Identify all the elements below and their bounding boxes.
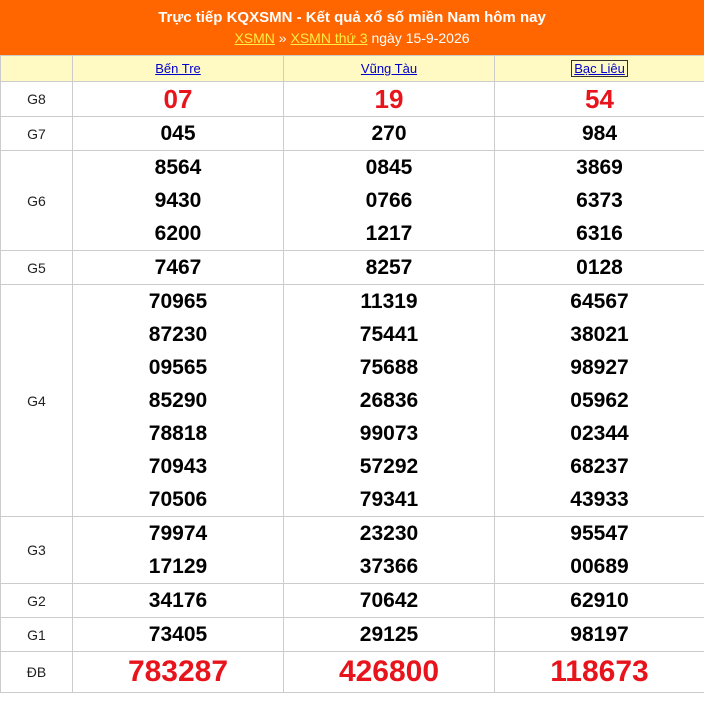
prize-label: G6 xyxy=(1,151,73,251)
prize-cell xyxy=(73,285,284,517)
results-table xyxy=(0,55,704,693)
breadcrumb xyxy=(0,29,704,47)
prize-row xyxy=(1,517,704,584)
province-header xyxy=(284,56,495,82)
prize-row xyxy=(1,584,704,618)
province-link-vung-tau[interactable]: Vũng Tàu xyxy=(360,61,418,76)
breadcrumb-separator: » xyxy=(274,30,291,46)
prize-number: 6200 xyxy=(154,222,202,245)
prize-row xyxy=(1,117,704,151)
prize-cell xyxy=(73,251,284,285)
prize-number: 7467 xyxy=(154,256,202,279)
prize-row xyxy=(1,652,704,693)
prize-number: 78818 xyxy=(148,422,208,445)
prize-number: 37366 xyxy=(359,555,419,578)
prize-number: 3869 xyxy=(576,156,623,179)
prize-number: 984 xyxy=(581,122,618,145)
prize-number: 43933 xyxy=(570,488,629,511)
prize-cell xyxy=(73,517,284,584)
prize-number: 270 xyxy=(371,122,407,145)
prize-cell xyxy=(495,285,704,517)
prize-number: 54 xyxy=(585,84,614,114)
prize-label: G4 xyxy=(1,285,73,517)
prize-number: 70506 xyxy=(148,488,208,511)
prize-label: G3 xyxy=(1,517,73,584)
prize-cell xyxy=(284,117,495,151)
prize-cell xyxy=(73,151,284,251)
prize-cell xyxy=(495,517,704,584)
prize-label: G8 xyxy=(1,82,73,117)
prize-number: 75441 xyxy=(359,323,419,346)
prize-number: 68237 xyxy=(570,455,629,478)
prize-number: 62910 xyxy=(570,589,629,612)
prize-number: 118673 xyxy=(550,655,649,688)
prize-cell xyxy=(284,517,495,584)
prize-number: 23230 xyxy=(359,522,419,545)
province-link-ben-tre[interactable]: Bến Tre xyxy=(155,61,201,76)
prize-number: 70943 xyxy=(148,455,208,478)
prize-cell xyxy=(73,82,284,117)
prize-cell xyxy=(73,584,284,618)
prize-number: 85290 xyxy=(148,389,208,412)
prize-cell xyxy=(284,584,495,618)
prize-label: G2 xyxy=(1,584,73,618)
breadcrumb-link-xsmn-thu-3[interactable]: XSMN thứ 3 xyxy=(290,30,368,46)
breadcrumb-link-xsmn[interactable]: XSMN xyxy=(234,30,275,46)
prize-number: 75688 xyxy=(359,356,419,379)
province-header xyxy=(495,56,704,82)
prize-cell xyxy=(73,618,284,652)
prize-number: 783287 xyxy=(127,655,229,688)
prize-number: 95547 xyxy=(570,522,629,545)
prize-number: 11319 xyxy=(360,290,418,313)
prize-label: G7 xyxy=(1,117,73,151)
results-body xyxy=(1,82,704,693)
prize-number: 0766 xyxy=(365,189,413,212)
prize-number: 79974 xyxy=(148,522,208,545)
prize-cell xyxy=(495,584,704,618)
prize-number: 19 xyxy=(374,84,404,114)
prize-number: 1217 xyxy=(365,222,413,245)
prize-number: 73405 xyxy=(148,623,208,646)
prize-number: 6316 xyxy=(576,222,623,245)
prize-number: 70965 xyxy=(148,290,208,313)
prize-label: G5 xyxy=(1,251,73,285)
province-header xyxy=(73,56,284,82)
province-header-row xyxy=(1,56,704,82)
page-title: Trực tiếp KQXSMN - Kết quả xổ số miền Nam hôm nay xyxy=(158,9,546,26)
prize-number: 00689 xyxy=(570,555,629,578)
prize-number: 79341 xyxy=(359,488,419,511)
prize-cell xyxy=(284,251,495,285)
prize-row xyxy=(1,251,704,285)
prize-number: 8257 xyxy=(365,256,413,279)
prize-label: G1 xyxy=(1,618,73,652)
prize-cell xyxy=(495,618,704,652)
prize-number: 98927 xyxy=(570,356,629,379)
prize-number: 38021 xyxy=(570,323,629,346)
prize-number: 98197 xyxy=(570,623,629,646)
prize-number: 99073 xyxy=(359,422,419,445)
prize-cell xyxy=(495,82,704,117)
prize-number: 426800 xyxy=(338,655,440,688)
prize-number: 045 xyxy=(160,122,196,145)
prize-number: 57292 xyxy=(359,455,419,478)
prize-cell xyxy=(284,618,495,652)
prize-number: 34176 xyxy=(148,589,208,612)
prize-label: ĐB xyxy=(1,652,73,693)
prize-cell xyxy=(495,151,704,251)
prize-number: 05962 xyxy=(570,389,629,412)
prize-cell xyxy=(495,652,704,693)
prize-row xyxy=(1,151,704,251)
prize-number: 09565 xyxy=(148,356,208,379)
prize-cell xyxy=(73,117,284,151)
prize-row xyxy=(1,285,704,517)
prize-number: 29125 xyxy=(359,623,419,646)
prize-number: 17129 xyxy=(148,555,208,578)
prize-cell xyxy=(284,151,495,251)
results-header xyxy=(0,0,704,55)
prize-number: 0845 xyxy=(365,156,413,179)
prize-cell xyxy=(284,285,495,517)
prize-cell xyxy=(495,117,704,151)
prize-number: 70642 xyxy=(359,589,419,612)
prize-cell xyxy=(73,652,284,693)
province-link-bac-lieu[interactable]: Bạc Liêu xyxy=(571,60,628,77)
prize-cell xyxy=(284,82,495,117)
prize-number: 6373 xyxy=(576,189,623,212)
prize-number: 0128 xyxy=(576,256,623,279)
prize-number: 64567 xyxy=(570,290,629,313)
prize-number: 87230 xyxy=(148,323,208,346)
prize-cell xyxy=(495,251,704,285)
prize-number: 26836 xyxy=(359,389,419,412)
prize-row xyxy=(1,82,704,117)
date-text: ngày 15-9-2026 xyxy=(367,30,470,46)
prize-cell xyxy=(284,652,495,693)
prize-number: 02344 xyxy=(570,422,629,445)
prize-number: 07 xyxy=(163,84,193,114)
prize-column-header xyxy=(1,56,73,82)
prize-row xyxy=(1,618,704,652)
prize-number: 8564 xyxy=(154,156,202,179)
prize-number: 9430 xyxy=(154,189,202,212)
